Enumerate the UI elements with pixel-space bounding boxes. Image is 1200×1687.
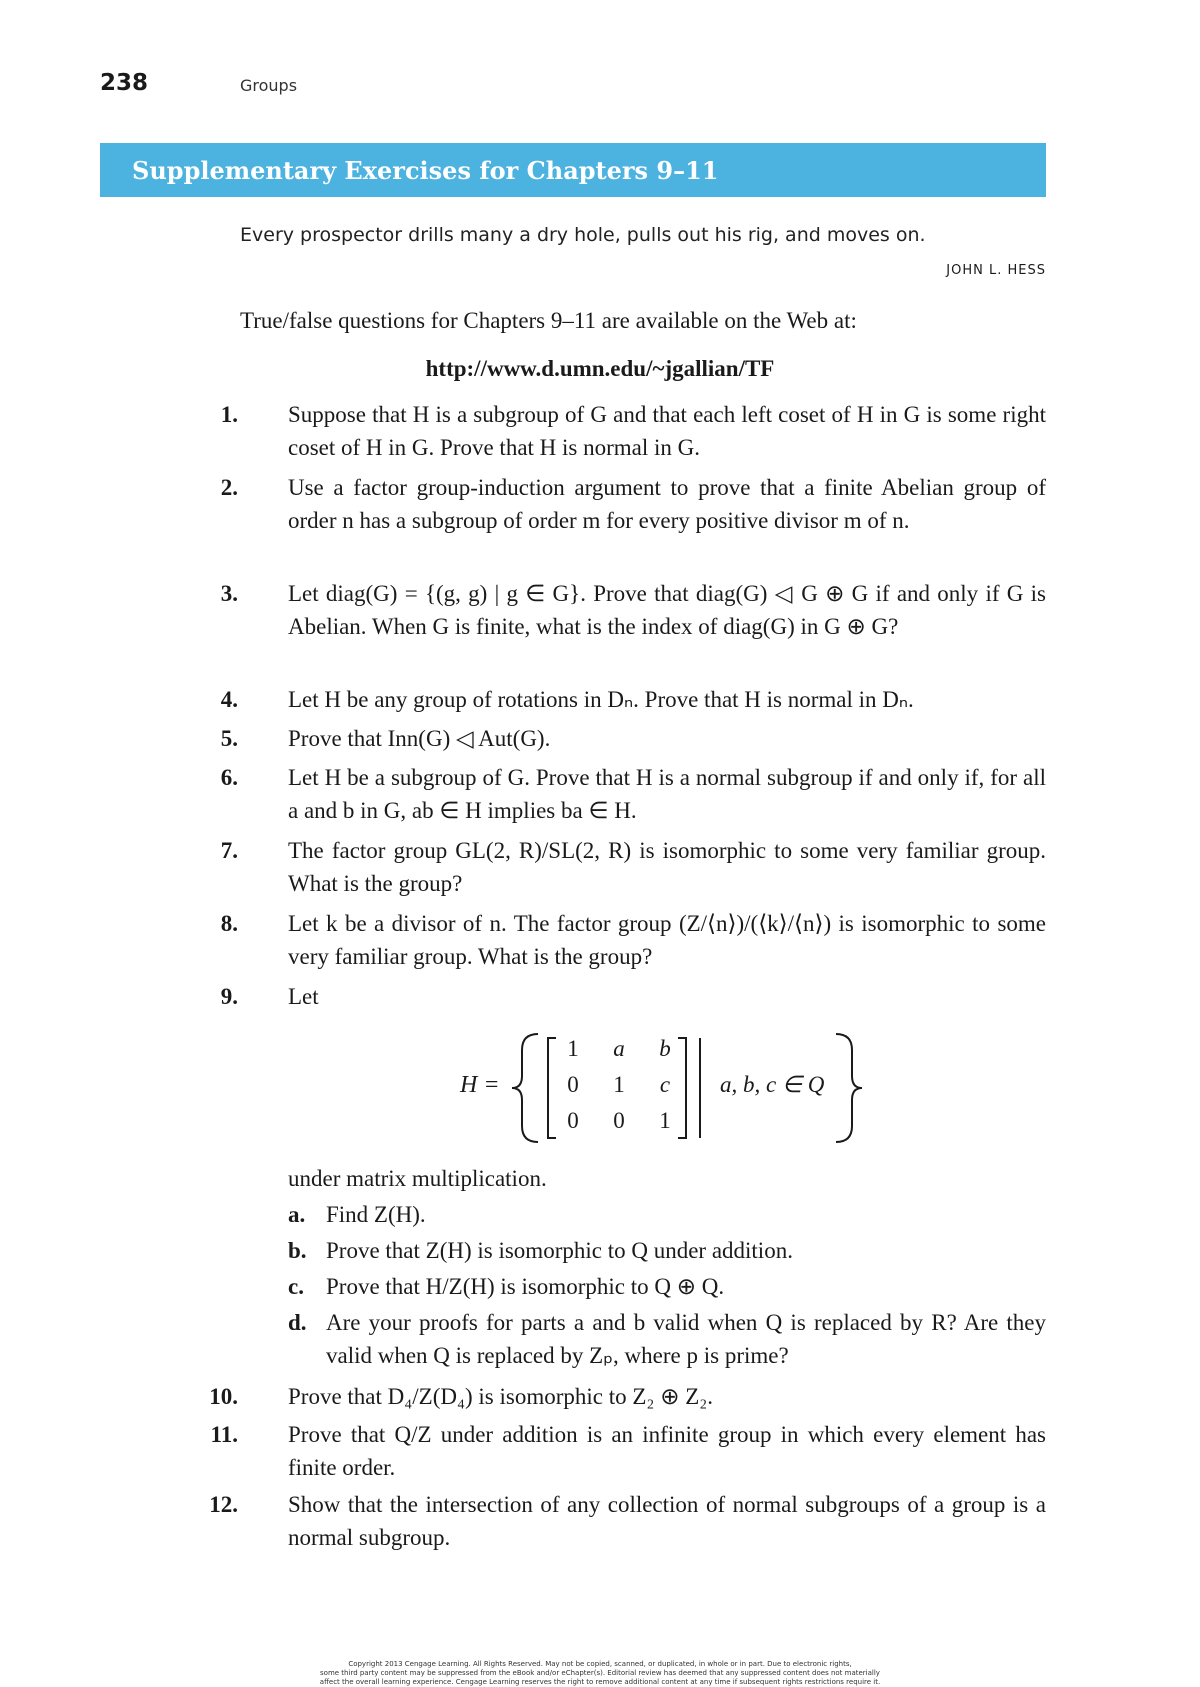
exercise-text: under matrix multiplication. <box>288 1166 547 1191</box>
part-label: a. <box>288 1202 306 1227</box>
exercise-number: 12. <box>209 1492 238 1517</box>
exercise-4 <box>220 683 1046 716</box>
exercise-9-part-d <box>288 1306 1046 1372</box>
page-number: 238 <box>100 70 149 96</box>
exercise-3 <box>220 577 1046 643</box>
exercise-12 <box>209 1488 1046 1554</box>
web-url: http://www.d.umn.edu/~jgallian/TF <box>425 356 775 381</box>
part-label: d. <box>288 1310 307 1335</box>
exercise-number: 7. <box>220 838 238 863</box>
matrix-definition <box>460 1028 880 1148</box>
exercise-9-part-a <box>288 1198 1046 1231</box>
exercise-text: Prove that Inn(G) ◁ Aut(G). <box>288 726 551 751</box>
matrix-cell: b <box>659 1036 671 1061</box>
exercise-text: Let k be a divisor of n. The factor group (Z/⟨n⟩)/(⟨k⟩/⟨n⟩) is isomorphic to some very familiar group. What is the group? <box>288 911 1046 969</box>
exercise-number: 2. <box>220 475 238 500</box>
part-label: c. <box>288 1274 304 1299</box>
exercise-text: Suppose that H is a subgroup of G and that each left coset of H in G is some right coset of H in G. Prove that H is normal in G. <box>288 402 1046 460</box>
footer-line: affect the overall learning experience. Cengage Learning reserves the right to remove additional content at any time if subsequent rights restrictions require it. <box>319 1678 881 1686</box>
exercise-number: 1. <box>220 402 238 427</box>
part-text: Are your proofs for parts a and b valid when Q is replaced by R? Are they valid when Q is replaced by Zₚ, where p is prime? <box>326 1310 1046 1368</box>
matrix-cell: 1 <box>659 1108 671 1133</box>
exercise-6 <box>220 761 1046 827</box>
exercise-7 <box>220 834 1046 900</box>
exercise-5 <box>220 722 1046 755</box>
exercise-number: 5. <box>220 726 238 751</box>
footer-line: some third party content may be suppressed from the eBook and/or eChapter(s). Editorial review has deemed that any suppressed content does not materially <box>320 1669 880 1677</box>
exercise-number: 8. <box>220 911 238 936</box>
exercise-number: 10. <box>209 1384 238 1409</box>
exercise-number: 4. <box>220 687 238 712</box>
exercise-8 <box>220 907 1046 973</box>
section-banner <box>100 143 1046 197</box>
exercise-text: Prove that D₄/Z(D₄) is isomorphic to Z₂ ⊕ Z₂. <box>288 1384 714 1409</box>
matrix-cell: 0 <box>613 1108 625 1133</box>
exercise-9-part-c <box>288 1270 1046 1303</box>
matrix-cell: 1 <box>613 1072 625 1097</box>
copyright-footer <box>260 1660 940 1687</box>
exercise-9 <box>220 980 1046 1013</box>
matrix-lhs: H = <box>460 1072 500 1098</box>
section-title: Supplementary Exercises for Chapters 9–11 <box>132 156 719 185</box>
intro-text: True/false questions for Chapters 9–11 are available on the Web at: <box>240 308 857 333</box>
matrix-cell: 0 <box>567 1108 579 1133</box>
matrix-cell: 0 <box>567 1072 579 1097</box>
matrix-cell: c <box>659 1072 671 1097</box>
exercise-11 <box>210 1418 1046 1484</box>
exercise-number: 9. <box>220 984 238 1009</box>
part-text: Prove that Z(H) is isomorphic to Q under addition. <box>326 1238 793 1263</box>
exercise-text: Use a factor group-induction argument to prove that a finite Abelian group of order n has a subgroup of order m for every positive divisor m of n. <box>288 475 1046 533</box>
exercise-text: Show that the intersection of any collection of normal subgroups of a group is a normal subgroup. <box>288 1492 1046 1550</box>
epigraph-author: JOHN L. HESS <box>946 263 1046 278</box>
part-label: b. <box>288 1238 307 1263</box>
matrix-cell: 1 <box>567 1036 579 1061</box>
exercise-text: Let <box>288 984 319 1009</box>
exercise-9-part-b <box>288 1234 1046 1267</box>
running-title: Groups <box>240 76 298 95</box>
exercise-2 <box>220 471 1046 537</box>
exercise-number: 6. <box>220 765 238 790</box>
footer-line: Copyright 2013 Cengage Learning. All Rights Reserved. May not be copied, scanned, or duplicated, in whole or in part. Due to electronic rights, <box>348 1660 852 1668</box>
part-text: Prove that H/Z(H) is isomorphic to Q ⊕ Q. <box>326 1274 725 1299</box>
exercise-text: Let diag(G) = {(g, g) | g ∈ G}. Prove that diag(G) ◁ G ⊕ G if and only if G is Abelian. When G is finite, what is the index of diag(G) in G ⊕ G? <box>288 581 1046 639</box>
epigraph-quote: Every prospector drills many a dry hole, pulls out his rig, and moves on. <box>240 224 926 246</box>
part-text: Find Z(H). <box>326 1202 426 1227</box>
exercise-number: 11. <box>210 1422 238 1447</box>
exercise-text: Let H be any group of rotations in Dₙ. Prove that H is normal in Dₙ. <box>288 687 914 712</box>
exercise-text: Let H be a subgroup of G. Prove that H is a normal subgroup if and only if, for all a and b in G, ab ∈ H implies ba ∈ H. <box>288 765 1046 823</box>
exercise-10 <box>209 1380 1046 1413</box>
exercise-number: 3. <box>220 581 238 606</box>
exercise-1 <box>220 398 1046 464</box>
exercise-text: Prove that Q/Z under addition is an infinite group in which every element has finite order. <box>288 1422 1046 1480</box>
exercise-text: The factor group GL(2, R)/SL(2, R) is isomorphic to some very familiar group. What is the group? <box>288 838 1046 896</box>
exercise-9-continuation <box>240 1162 1046 1195</box>
matrix-condition: a, b, c ∈ Q <box>720 1072 825 1097</box>
matrix-cell: a <box>613 1036 625 1061</box>
